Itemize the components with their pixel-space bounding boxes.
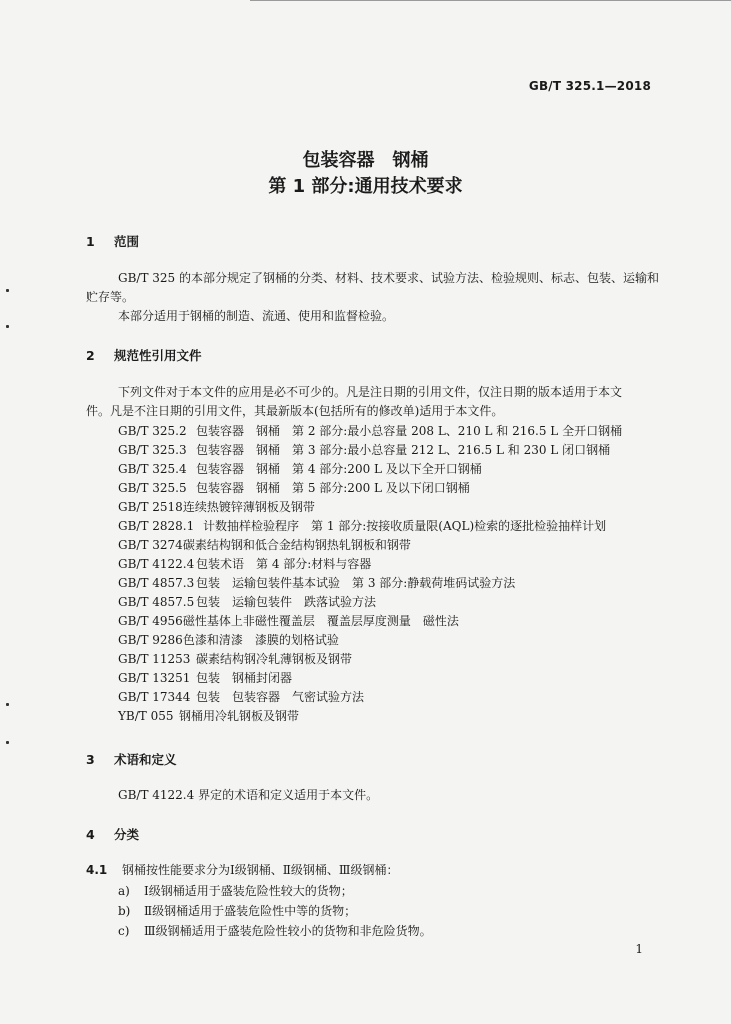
reference-code: GB/T 9286 bbox=[118, 633, 183, 647]
reference-item bbox=[118, 612, 459, 629]
title-line-1: 包装容器 钢桶 bbox=[302, 150, 429, 171]
list-marker: c) bbox=[118, 924, 130, 938]
section-1-heading bbox=[86, 232, 139, 250]
reference-item bbox=[118, 593, 376, 610]
list-marker: b) bbox=[118, 904, 131, 918]
list-marker: a) bbox=[118, 884, 130, 898]
reference-item bbox=[118, 688, 364, 705]
reference-item bbox=[118, 574, 515, 591]
section-title: 范围 bbox=[114, 234, 140, 249]
reference-code: GB/T 4122.4 bbox=[118, 557, 195, 571]
reference-code: GB/T 2518 bbox=[118, 500, 183, 514]
reference-title: 包装 运输包装件 跌落试验方法 bbox=[196, 595, 377, 609]
reference-code: GB/T 11253 bbox=[118, 652, 191, 666]
reference-title: 碳素结构钢和低合金结构钢热轧钢板和钢带 bbox=[182, 538, 411, 552]
scan-mark bbox=[6, 289, 9, 292]
reference-title: 钢桶用冷轧钢板及钢带 bbox=[179, 709, 300, 723]
reference-title: 连续热镀锌薄钢板及钢带 bbox=[182, 500, 315, 514]
reference-item bbox=[118, 631, 339, 648]
reference-code: YB/T 055 bbox=[118, 709, 174, 723]
title-line-2: 第 1 部分:通用技术要求 bbox=[268, 176, 463, 197]
scope-paragraph-1-line-1: GB/T 325 的本部分规定了钢桶的分类、材料、技术要求、试验方法、检验规则、标志、包装、运输和 bbox=[118, 271, 659, 285]
reference-title: 磁性基体上非磁性覆盖层 覆盖层厚度测量 磁性法 bbox=[182, 614, 459, 628]
reference-code: GB/T 325.2 bbox=[118, 424, 187, 438]
reference-title: 色漆和清漆 漆膜的划格试验 bbox=[182, 633, 339, 647]
section-number: 1 bbox=[86, 234, 95, 249]
reference-title: 碳素结构钢冷轧薄钢板及钢带 bbox=[196, 652, 353, 666]
top-border-line bbox=[250, 0, 731, 1]
scope-paragraph-1-line-2: 贮存等。 bbox=[86, 290, 135, 304]
reference-item bbox=[118, 555, 371, 572]
reference-code: GB/T 325.5 bbox=[118, 481, 187, 495]
list-item bbox=[118, 882, 353, 899]
reference-code: GB/T 3274 bbox=[118, 538, 183, 552]
reference-item bbox=[118, 650, 352, 667]
clause-text: 钢桶按性能要求分为Ⅰ级钢桶、Ⅱ级钢桶、Ⅲ级钢桶： bbox=[122, 863, 399, 877]
reference-title: 包装 包装容器 气密试验方法 bbox=[196, 690, 365, 704]
reference-code: GB/T 4857.3 bbox=[118, 576, 195, 590]
list-item bbox=[118, 902, 356, 919]
list-text: Ⅱ级钢桶适用于盛装危险性中等的货物； bbox=[144, 904, 357, 918]
reference-item bbox=[118, 707, 299, 724]
reference-code: GB/T 17344 bbox=[118, 690, 191, 704]
page-number: 1 bbox=[635, 942, 643, 956]
section-title: 规范性引用文件 bbox=[114, 348, 202, 363]
section-number: 3 bbox=[86, 752, 95, 767]
reference-title: 包装容器 钢桶 第 4 部分:200 L 及以下全开口钢桶 bbox=[196, 462, 482, 476]
reference-item bbox=[118, 441, 610, 458]
document-code: GB/T 325.1—2018 bbox=[528, 79, 651, 93]
reference-item bbox=[118, 498, 315, 515]
reference-title: 包装容器 钢桶 第 3 部分:最小总容量 212 L、216.5 L 和 230 L 闭口钢桶 bbox=[196, 443, 611, 457]
reference-item bbox=[118, 460, 482, 477]
terms-paragraph: GB/T 4122.4 界定的术语和定义适用于本文件。 bbox=[118, 788, 379, 802]
section-title: 分类 bbox=[114, 827, 140, 842]
reference-item bbox=[118, 536, 411, 553]
reference-item bbox=[118, 669, 292, 686]
reference-code: GB/T 325.3 bbox=[118, 443, 187, 457]
scan-mark bbox=[6, 703, 9, 706]
reference-code: GB/T 4857.5 bbox=[118, 595, 195, 609]
reference-title: 包装 钢桶封闭器 bbox=[196, 671, 293, 685]
reference-code: GB/T 4956 bbox=[118, 614, 183, 628]
reference-title: 计数抽样检验程序 第 1 部分:按接收质量限(AQL)检索的逐批检验抽样计划 bbox=[203, 519, 607, 533]
section-4-heading bbox=[86, 825, 139, 843]
clause-4-1 bbox=[86, 860, 398, 880]
section-title: 术语和定义 bbox=[114, 752, 177, 767]
references-intro-line-1: 下列文件对于本文件的应用是必不可少的。凡是注日期的引用文件，仅注日期的版本适用于本文 bbox=[118, 385, 623, 399]
list-text: Ⅲ级钢桶适用于盛装危险性较小的货物和非危险货物。 bbox=[144, 924, 432, 938]
reference-title: 包装术语 第 4 部分:材料与容器 bbox=[196, 557, 372, 571]
section-number: 2 bbox=[86, 348, 95, 363]
clause-number: 4.1 bbox=[86, 863, 108, 877]
reference-code: GB/T 2828.1 bbox=[118, 519, 195, 533]
reference-item bbox=[118, 422, 622, 439]
reference-code: GB/T 325.4 bbox=[118, 462, 187, 476]
section-2-heading bbox=[86, 346, 202, 364]
reference-title: 包装容器 钢桶 第 5 部分:200 L 及以下闭口钢桶 bbox=[196, 481, 470, 495]
reference-title: 包装 运输包装件基本试验 第 3 部分:静载荷堆码试验方法 bbox=[196, 576, 516, 590]
reference-title: 包装容器 钢桶 第 2 部分:最小总容量 208 L、210 L 和 216.5 L 全开口钢桶 bbox=[196, 424, 623, 438]
references-intro-line-2: 件。凡是不注日期的引用文件，其最新版本(包括所有的修改单)适用于本文件。 bbox=[86, 404, 504, 418]
reference-item bbox=[118, 517, 606, 534]
list-item bbox=[118, 922, 432, 939]
scope-paragraph-2: 本部分适用于钢桶的制造、流通、使用和监督检验。 bbox=[118, 309, 395, 323]
list-text: Ⅰ级钢桶适用于盛装危险性较大的货物； bbox=[144, 884, 353, 898]
section-3-heading bbox=[86, 750, 177, 768]
section-number: 4 bbox=[86, 827, 95, 842]
reference-item bbox=[118, 479, 470, 496]
scan-mark bbox=[6, 325, 9, 328]
scan-mark bbox=[6, 741, 9, 744]
reference-code: GB/T 13251 bbox=[118, 671, 191, 685]
